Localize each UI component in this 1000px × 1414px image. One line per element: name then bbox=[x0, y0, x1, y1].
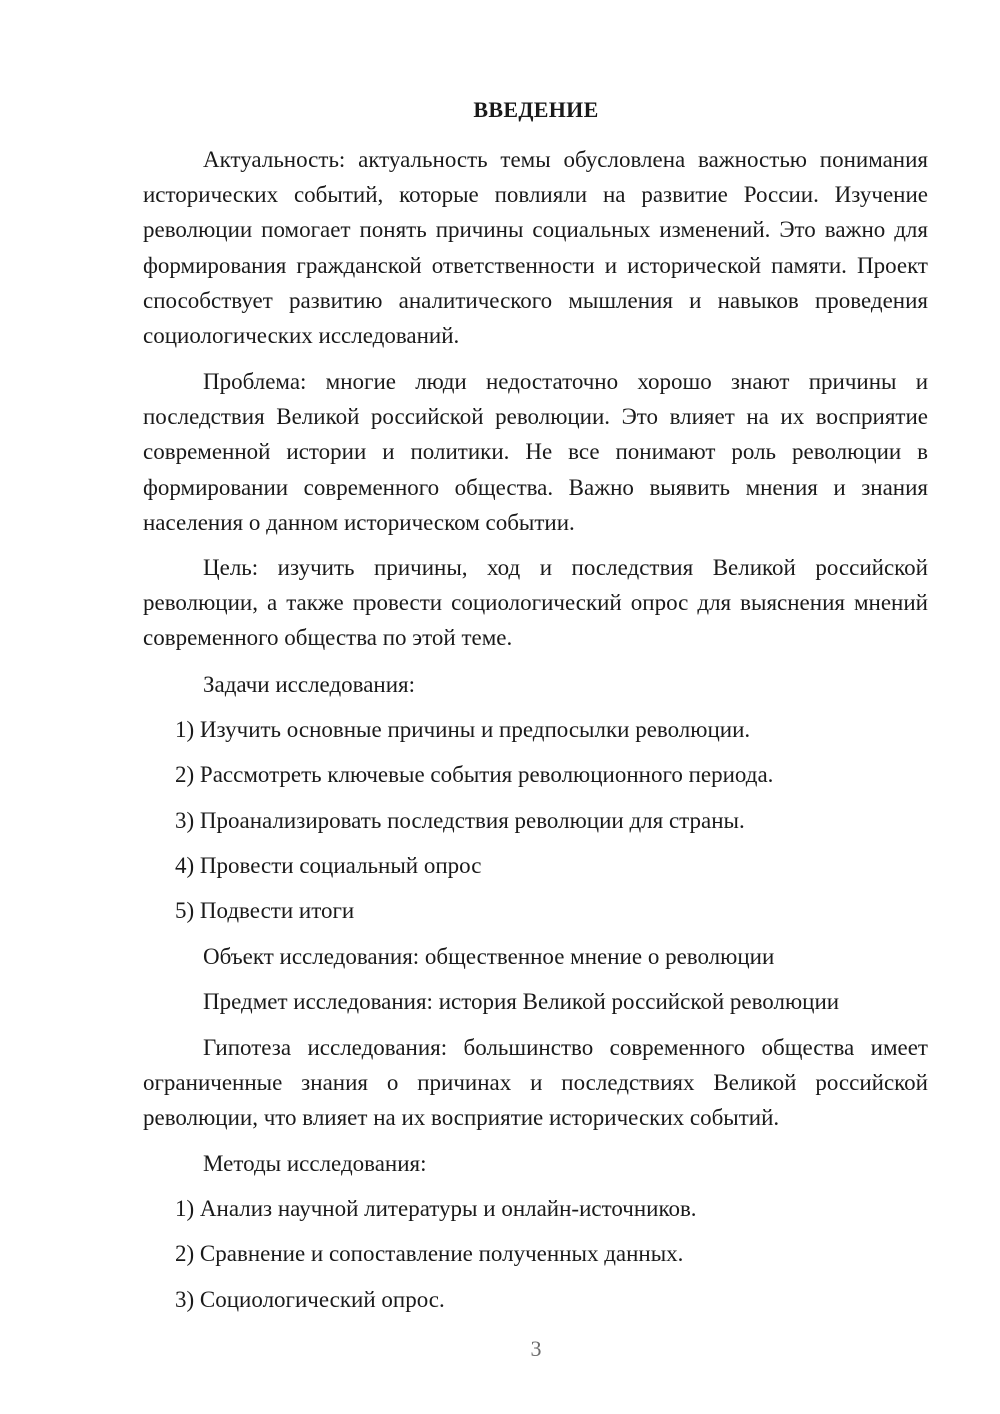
method-item-1: 1) Анализ научной литературы и онлайн-источников. bbox=[175, 1196, 697, 1221]
task-item-4: 4) Провести социальный опрос bbox=[175, 853, 482, 878]
task-item-1: 1) Изучить основные причины и предпосылки революции. bbox=[175, 717, 751, 742]
hypothesis-paragraph: Гипотеза исследования: большинство современного общества имеет ограниченные знания о причинах и последствиях Великой российской революции, что влияет на их восприятие исторических событий. bbox=[143, 1035, 928, 1131]
page-title: ВВЕДЕНИЕ bbox=[473, 97, 599, 122]
methods-heading: Методы исследования: bbox=[203, 1151, 427, 1176]
page-number: 3 bbox=[530, 1336, 542, 1361]
research-subject: Предмет исследования: история Великой российской революции bbox=[203, 989, 840, 1014]
problem-paragraph: Проблема: многие люди недостаточно хорошо знают причины и последствия Великой российской революции. Это влияет на их восприятие современной истории и политики. Не все понимают роль революции в формировании современного общества. Важно выявить мнения и знания населения о данном историческом событии. bbox=[143, 369, 928, 535]
task-item-2: 2) Рассмотреть ключевые события революционного периода. bbox=[175, 762, 774, 787]
task-item-3: 3) Проанализировать последствия революции для страны. bbox=[175, 808, 745, 833]
method-item-2: 2) Сравнение и сопоставление полученных данных. bbox=[175, 1241, 684, 1266]
goal-paragraph: Цель: изучить причины, ход и последствия Великой российской революции, а также провести социологический опрос для выяснения мнений современного общества по этой теме. bbox=[143, 555, 928, 651]
method-item-3: 3) Социологический опрос. bbox=[175, 1287, 445, 1312]
research-object: Объект исследования: общественное мнение о революции bbox=[203, 944, 775, 969]
relevance-paragraph: Актуальность: актуальность темы обусловлена важностью понимания исторических событий, которые повлияли на развитие России. Изучение революции помогает понять причины социальных изменений. Это важно для формирования гражданской ответственности и исторической памяти. Проект способствует развитию аналитического мышления и навыков проведения социологических исследований. bbox=[143, 147, 928, 349]
task-item-5: 5) Подвести итоги bbox=[175, 898, 355, 923]
tasks-heading: Задачи исследования: bbox=[203, 672, 416, 697]
